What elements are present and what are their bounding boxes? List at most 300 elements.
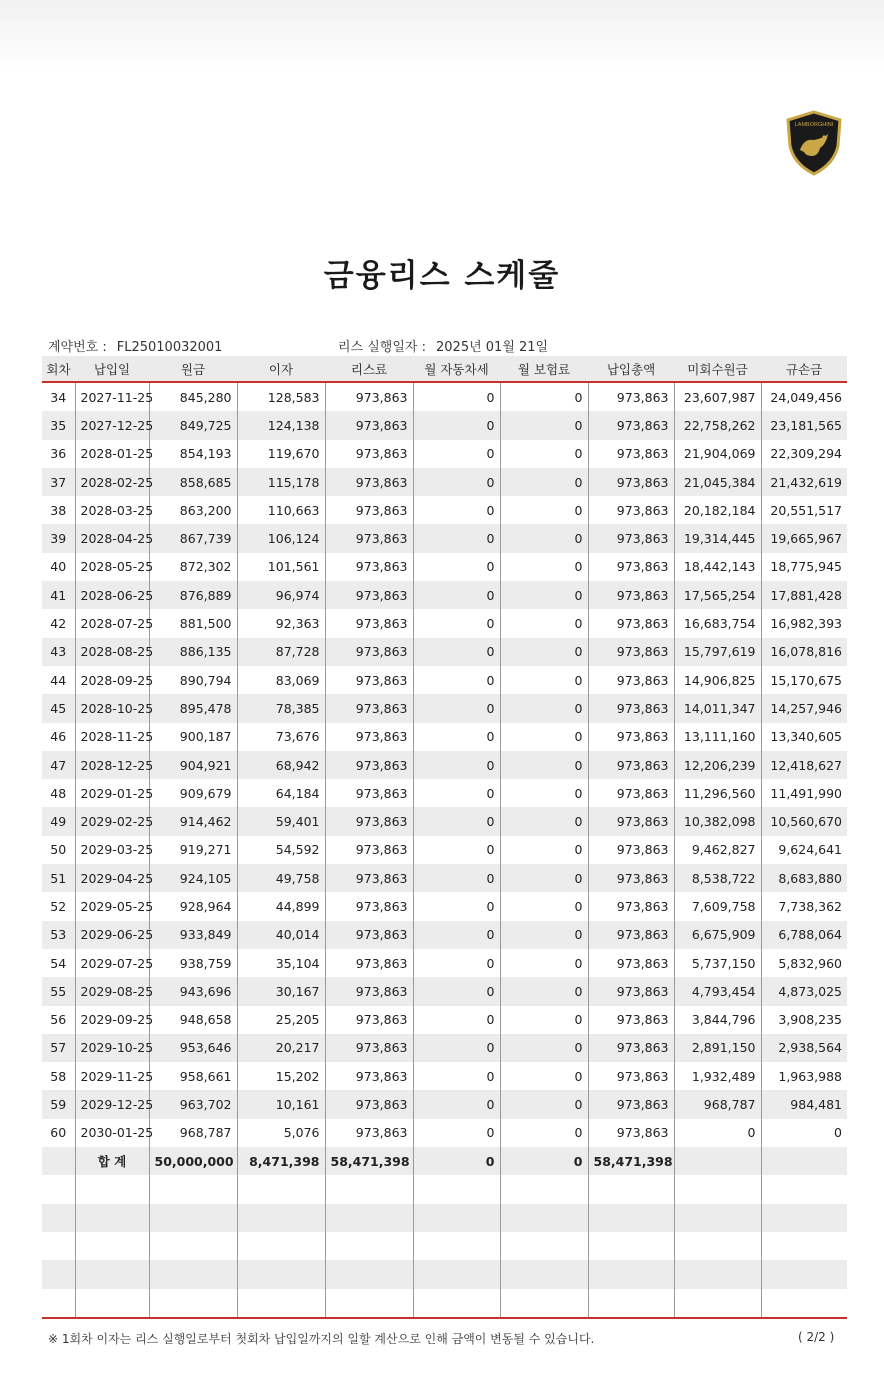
table-cell: 973,863 <box>325 638 413 666</box>
empty-cell <box>75 1260 149 1288</box>
table-cell: 8,683,880 <box>761 864 847 892</box>
table-cell: 78,385 <box>237 694 325 722</box>
total-row <box>42 1147 847 1175</box>
empty-cell <box>237 1204 325 1232</box>
empty-cell <box>413 1175 500 1203</box>
table-cell: 45 <box>42 694 75 722</box>
table-cell: 973,863 <box>588 1034 674 1062</box>
empty-cell <box>761 1260 847 1288</box>
table-cell: 973,863 <box>325 1090 413 1118</box>
table-cell: 18,442,143 <box>674 553 761 581</box>
table-cell: 54 <box>42 949 75 977</box>
empty-cell <box>413 1289 500 1318</box>
document-title: 금융리스 스케줄 <box>323 258 561 294</box>
table-cell: 973,863 <box>588 892 674 920</box>
table-cell: 22,758,262 <box>674 411 761 439</box>
table-cell: 0 <box>500 1062 588 1090</box>
table-cell: 0 <box>413 694 500 722</box>
table-cell: 11,296,560 <box>674 779 761 807</box>
table-cell: 0 <box>500 864 588 892</box>
table-cell: 21,045,384 <box>674 468 761 496</box>
table-cell: 40,014 <box>237 921 325 949</box>
empty-cell <box>761 1204 847 1232</box>
table-cell: 973,863 <box>588 836 674 864</box>
table-cell: 0 <box>413 836 500 864</box>
column-header: 미회수원금 <box>674 356 761 382</box>
table-row <box>42 949 847 977</box>
table-cell: 933,849 <box>149 921 237 949</box>
empty-cell <box>588 1289 674 1318</box>
table-cell: 973,863 <box>325 609 413 637</box>
empty-cell <box>237 1260 325 1288</box>
table-cell: 973,863 <box>588 382 674 411</box>
table-cell: 984,481 <box>761 1090 847 1118</box>
table-cell: 0 <box>500 440 588 468</box>
table-cell: 973,863 <box>588 779 674 807</box>
table-cell: 2028-07-25 <box>75 609 149 637</box>
table-cell: 928,964 <box>149 892 237 920</box>
table-cell: 973,863 <box>325 864 413 892</box>
table-cell: 12,206,239 <box>674 751 761 779</box>
table-cell: 973,863 <box>588 807 674 835</box>
table-cell: 0 <box>500 921 588 949</box>
table-cell: 953,646 <box>149 1034 237 1062</box>
empty-row <box>42 1289 847 1318</box>
empty-cell <box>674 1175 761 1203</box>
table-cell: 0 <box>413 864 500 892</box>
column-header: 원금 <box>149 356 237 382</box>
table-cell: 973,863 <box>588 1090 674 1118</box>
table-cell: 968,787 <box>149 1119 237 1147</box>
table-cell: 7,738,362 <box>761 892 847 920</box>
page-number: ( 2/2 ) <box>798 1330 835 1344</box>
column-header: 리스료 <box>325 356 413 382</box>
empty-cell <box>588 1175 674 1203</box>
table-cell: 2029-10-25 <box>75 1034 149 1062</box>
table-cell: 895,478 <box>149 694 237 722</box>
table-cell: 2028-09-25 <box>75 666 149 694</box>
table-cell: 845,280 <box>149 382 237 411</box>
table-cell: 19,665,967 <box>761 524 847 552</box>
empty-cell <box>500 1232 588 1260</box>
empty-cell <box>325 1204 413 1232</box>
empty-cell <box>237 1289 325 1318</box>
column-header: 월 자동차세 <box>413 356 500 382</box>
empty-cell <box>42 1289 75 1318</box>
empty-cell <box>674 1289 761 1318</box>
table-cell: 46 <box>42 723 75 751</box>
table-cell: 2029-12-25 <box>75 1090 149 1118</box>
column-header: 납입총액 <box>588 356 674 382</box>
table-cell: 119,670 <box>237 440 325 468</box>
empty-cell <box>761 1289 847 1318</box>
table-cell: 25,205 <box>237 1006 325 1034</box>
table-cell: 973,863 <box>588 468 674 496</box>
table-cell: 16,683,754 <box>674 609 761 637</box>
table-cell: 0 <box>500 411 588 439</box>
table-cell: 849,725 <box>149 411 237 439</box>
table-cell: 0 <box>500 609 588 637</box>
empty-cell <box>413 1232 500 1260</box>
table-cell: 5,076 <box>237 1119 325 1147</box>
table-cell: 12,418,627 <box>761 751 847 779</box>
table-cell: 0 <box>500 1119 588 1147</box>
table-cell: 9,624,641 <box>761 836 847 864</box>
table-cell: 73,676 <box>237 723 325 751</box>
table-cell: 54,592 <box>237 836 325 864</box>
table-cell: 2,938,564 <box>761 1034 847 1062</box>
table-cell: 948,658 <box>149 1006 237 1034</box>
table-cell: 872,302 <box>149 553 237 581</box>
table-cell: 20,182,184 <box>674 496 761 524</box>
empty-cell <box>674 1260 761 1288</box>
total-cell: 50,000,000 <box>149 1147 237 1175</box>
table-cell: 0 <box>500 1006 588 1034</box>
table-cell: 0 <box>500 779 588 807</box>
table-cell: 973,863 <box>325 553 413 581</box>
table-cell: 21,432,619 <box>761 468 847 496</box>
empty-cell <box>75 1175 149 1203</box>
table-cell: 973,863 <box>325 1006 413 1034</box>
table-cell: 15,202 <box>237 1062 325 1090</box>
table-row <box>42 411 847 439</box>
table-cell: 973,863 <box>588 977 674 1005</box>
table-cell: 973,863 <box>588 751 674 779</box>
empty-cell <box>325 1175 413 1203</box>
table-cell: 2029-11-25 <box>75 1062 149 1090</box>
table-cell: 0 <box>500 836 588 864</box>
table-cell: 968,787 <box>674 1090 761 1118</box>
empty-cell <box>237 1175 325 1203</box>
svg-text:LAMBORGHINI: LAMBORGHINI <box>794 122 834 128</box>
table-row <box>42 977 847 1005</box>
empty-cell <box>588 1204 674 1232</box>
table-cell: 973,863 <box>325 694 413 722</box>
table-cell: 973,863 <box>325 949 413 977</box>
empty-row <box>42 1204 847 1232</box>
table-cell: 4,873,025 <box>761 977 847 1005</box>
top-shadow <box>0 0 884 70</box>
table-cell: 0 <box>500 694 588 722</box>
table-cell: 973,863 <box>588 1006 674 1034</box>
execution-date <box>338 336 548 355</box>
total-cell: 8,471,398 <box>237 1147 325 1175</box>
empty-cell <box>75 1289 149 1318</box>
table-cell: 83,069 <box>237 666 325 694</box>
table-cell: 973,863 <box>325 977 413 1005</box>
table-cell: 973,863 <box>325 892 413 920</box>
table-row <box>42 1006 847 1034</box>
table-cell: 881,500 <box>149 609 237 637</box>
table-cell: 10,560,670 <box>761 807 847 835</box>
table-cell: 2027-12-25 <box>75 411 149 439</box>
table-cell: 37 <box>42 468 75 496</box>
table-cell: 2029-02-25 <box>75 807 149 835</box>
table-cell: 36 <box>42 440 75 468</box>
table-cell: 124,138 <box>237 411 325 439</box>
table-cell: 18,775,945 <box>761 553 847 581</box>
empty-cell <box>674 1204 761 1232</box>
table-cell: 890,794 <box>149 666 237 694</box>
table-cell: 14,011,347 <box>674 694 761 722</box>
table-cell: 59 <box>42 1090 75 1118</box>
table-cell: 20,551,517 <box>761 496 847 524</box>
table-cell: 87,728 <box>237 638 325 666</box>
table-cell: 42 <box>42 609 75 637</box>
table-cell: 0 <box>413 1119 500 1147</box>
table-cell: 0 <box>413 468 500 496</box>
empty-row <box>42 1175 847 1203</box>
table-cell: 23,607,987 <box>674 382 761 411</box>
table-cell: 973,863 <box>325 751 413 779</box>
table-cell: 6,788,064 <box>761 921 847 949</box>
table-cell: 0 <box>413 892 500 920</box>
table-cell: 0 <box>413 723 500 751</box>
table-cell: 3,908,235 <box>761 1006 847 1034</box>
table-cell: 973,863 <box>588 1119 674 1147</box>
contract-number-label: 계약번호 : <box>48 340 107 355</box>
table-cell: 0 <box>500 524 588 552</box>
table-cell: 21,904,069 <box>674 440 761 468</box>
table-row <box>42 609 847 637</box>
table-cell: 938,759 <box>149 949 237 977</box>
empty-cell <box>237 1232 325 1260</box>
lamborghini-logo <box>784 110 844 176</box>
column-header: 월 보험료 <box>500 356 588 382</box>
table-cell: 35,104 <box>237 949 325 977</box>
table-row <box>42 723 847 751</box>
table-cell: 973,863 <box>588 921 674 949</box>
empty-cell <box>149 1289 237 1318</box>
table-cell: 0 <box>413 382 500 411</box>
table-cell: 2028-04-25 <box>75 524 149 552</box>
table-cell: 973,863 <box>588 553 674 581</box>
table-cell: 49,758 <box>237 864 325 892</box>
table-cell: 2028-08-25 <box>75 638 149 666</box>
total-cell: 합 계 <box>75 1147 149 1175</box>
column-header: 이자 <box>237 356 325 382</box>
table-cell: 0 <box>761 1119 847 1147</box>
empty-cell <box>75 1204 149 1232</box>
table-cell: 11,491,990 <box>761 779 847 807</box>
table-cell: 5,832,960 <box>761 949 847 977</box>
table-row <box>42 496 847 524</box>
table-cell: 909,679 <box>149 779 237 807</box>
table-cell: 0 <box>413 1006 500 1034</box>
table-cell: 863,200 <box>149 496 237 524</box>
table-cell: 24,049,456 <box>761 382 847 411</box>
table-cell: 973,863 <box>588 524 674 552</box>
table-cell: 0 <box>413 1090 500 1118</box>
empty-cell <box>149 1204 237 1232</box>
table-cell: 17,565,254 <box>674 581 761 609</box>
table-cell: 44 <box>42 666 75 694</box>
empty-cell <box>75 1232 149 1260</box>
empty-cell <box>500 1260 588 1288</box>
table-cell: 973,863 <box>588 723 674 751</box>
table-cell: 0 <box>500 581 588 609</box>
empty-row <box>42 1260 847 1288</box>
column-header: 규손금 <box>761 356 847 382</box>
table-cell: 0 <box>500 977 588 1005</box>
table-row <box>42 468 847 496</box>
table-cell: 973,863 <box>325 411 413 439</box>
table-cell: 973,863 <box>325 1062 413 1090</box>
table-cell: 64,184 <box>237 779 325 807</box>
table-cell: 10,382,098 <box>674 807 761 835</box>
table-cell: 0 <box>500 1034 588 1062</box>
table-cell: 973,863 <box>588 1062 674 1090</box>
table-cell: 30,167 <box>237 977 325 1005</box>
column-header: 회차 <box>42 356 75 382</box>
table-cell: 60 <box>42 1119 75 1147</box>
table-cell: 0 <box>413 581 500 609</box>
table-cell: 57 <box>42 1034 75 1062</box>
table-row <box>42 382 847 411</box>
table-header-row <box>42 356 847 382</box>
empty-cell <box>500 1204 588 1232</box>
table-cell: 2028-06-25 <box>75 581 149 609</box>
table-cell: 2028-12-25 <box>75 751 149 779</box>
empty-cell <box>42 1260 75 1288</box>
table-cell: 5,737,150 <box>674 949 761 977</box>
table-cell: 2029-07-25 <box>75 949 149 977</box>
execution-date-label: 리스 실행일자 : <box>338 340 426 355</box>
table-cell: 0 <box>500 751 588 779</box>
table-cell: 1,932,489 <box>674 1062 761 1090</box>
table-cell: 973,863 <box>325 581 413 609</box>
table-cell: 106,124 <box>237 524 325 552</box>
footnote: ※ 1회차 이자는 리스 실행일로부터 첫회차 납입일까지의 일할 계산으로 인해 금액이 변동될 수 있습니다. <box>48 1332 595 1346</box>
table-cell: 973,863 <box>588 609 674 637</box>
empty-cell <box>42 1175 75 1203</box>
table-cell: 2029-05-25 <box>75 892 149 920</box>
table-row <box>42 1062 847 1090</box>
table-cell: 0 <box>413 440 500 468</box>
table-cell: 0 <box>413 807 500 835</box>
table-cell: 0 <box>500 666 588 694</box>
table-cell: 0 <box>413 779 500 807</box>
table-cell: 49 <box>42 807 75 835</box>
table-cell: 914,462 <box>149 807 237 835</box>
table-cell: 2028-01-25 <box>75 440 149 468</box>
table-row <box>42 921 847 949</box>
table-cell: 973,863 <box>325 440 413 468</box>
table-cell: 56 <box>42 1006 75 1034</box>
table-cell: 6,675,909 <box>674 921 761 949</box>
table-cell: 2030-01-25 <box>75 1119 149 1147</box>
table-row <box>42 751 847 779</box>
column-header: 납입일 <box>75 356 149 382</box>
table-row <box>42 524 847 552</box>
table-cell: 92,363 <box>237 609 325 637</box>
table-cell: 876,889 <box>149 581 237 609</box>
empty-cell <box>149 1175 237 1203</box>
empty-cell <box>149 1232 237 1260</box>
table-cell: 943,696 <box>149 977 237 1005</box>
table-cell: 973,863 <box>325 468 413 496</box>
table-cell: 904,921 <box>149 751 237 779</box>
table-cell: 867,739 <box>149 524 237 552</box>
table-cell: 973,863 <box>588 638 674 666</box>
table-cell: 35 <box>42 411 75 439</box>
table-cell: 973,863 <box>325 779 413 807</box>
table-cell: 22,309,294 <box>761 440 847 468</box>
table-cell: 38 <box>42 496 75 524</box>
table-cell: 973,863 <box>588 864 674 892</box>
table-cell: 0 <box>413 496 500 524</box>
table-cell: 973,863 <box>588 411 674 439</box>
table-cell: 2028-02-25 <box>75 468 149 496</box>
table-cell: 58 <box>42 1062 75 1090</box>
table-cell: 2029-06-25 <box>75 921 149 949</box>
table-cell: 13,340,605 <box>761 723 847 751</box>
table-cell: 51 <box>42 864 75 892</box>
table-cell: 9,462,827 <box>674 836 761 864</box>
table-cell: 44,899 <box>237 892 325 920</box>
table-cell: 0 <box>413 411 500 439</box>
empty-cell <box>761 1232 847 1260</box>
table-cell: 13,111,160 <box>674 723 761 751</box>
table-cell: 15,170,675 <box>761 666 847 694</box>
table-cell: 8,538,722 <box>674 864 761 892</box>
table-cell: 0 <box>500 638 588 666</box>
table-cell: 0 <box>413 524 500 552</box>
table-cell: 973,863 <box>588 949 674 977</box>
table-cell: 973,863 <box>588 440 674 468</box>
empty-cell <box>413 1204 500 1232</box>
table-row <box>42 1119 847 1147</box>
table-row <box>42 807 847 835</box>
table-cell: 973,863 <box>325 723 413 751</box>
table-cell: 0 <box>413 921 500 949</box>
table-cell: 973,863 <box>325 382 413 411</box>
table-cell: 20,217 <box>237 1034 325 1062</box>
empty-cell <box>588 1260 674 1288</box>
table-cell: 110,663 <box>237 496 325 524</box>
table-cell: 900,187 <box>149 723 237 751</box>
table-cell: 43 <box>42 638 75 666</box>
table-cell: 47 <box>42 751 75 779</box>
table-cell: 0 <box>500 723 588 751</box>
table-cell: 963,702 <box>149 1090 237 1118</box>
table-cell: 55 <box>42 977 75 1005</box>
total-cell <box>674 1147 761 1175</box>
table-cell: 0 <box>413 666 500 694</box>
table-cell: 16,078,816 <box>761 638 847 666</box>
table-cell: 2,891,150 <box>674 1034 761 1062</box>
table-cell: 4,793,454 <box>674 977 761 1005</box>
table-cell: 886,135 <box>149 638 237 666</box>
table-cell: 973,863 <box>325 807 413 835</box>
table-cell: 958,661 <box>149 1062 237 1090</box>
table-row <box>42 1034 847 1062</box>
table-cell: 854,193 <box>149 440 237 468</box>
table-cell: 39 <box>42 524 75 552</box>
empty-cell <box>500 1175 588 1203</box>
table-cell: 1,963,988 <box>761 1062 847 1090</box>
empty-cell <box>149 1260 237 1288</box>
table-cell: 0 <box>500 949 588 977</box>
table-cell: 2028-03-25 <box>75 496 149 524</box>
empty-cell <box>325 1260 413 1288</box>
table-cell: 7,609,758 <box>674 892 761 920</box>
table-cell: 0 <box>500 1090 588 1118</box>
empty-cell <box>42 1204 75 1232</box>
table-cell: 0 <box>500 468 588 496</box>
table-cell: 973,863 <box>325 1119 413 1147</box>
table-cell: 3,844,796 <box>674 1006 761 1034</box>
